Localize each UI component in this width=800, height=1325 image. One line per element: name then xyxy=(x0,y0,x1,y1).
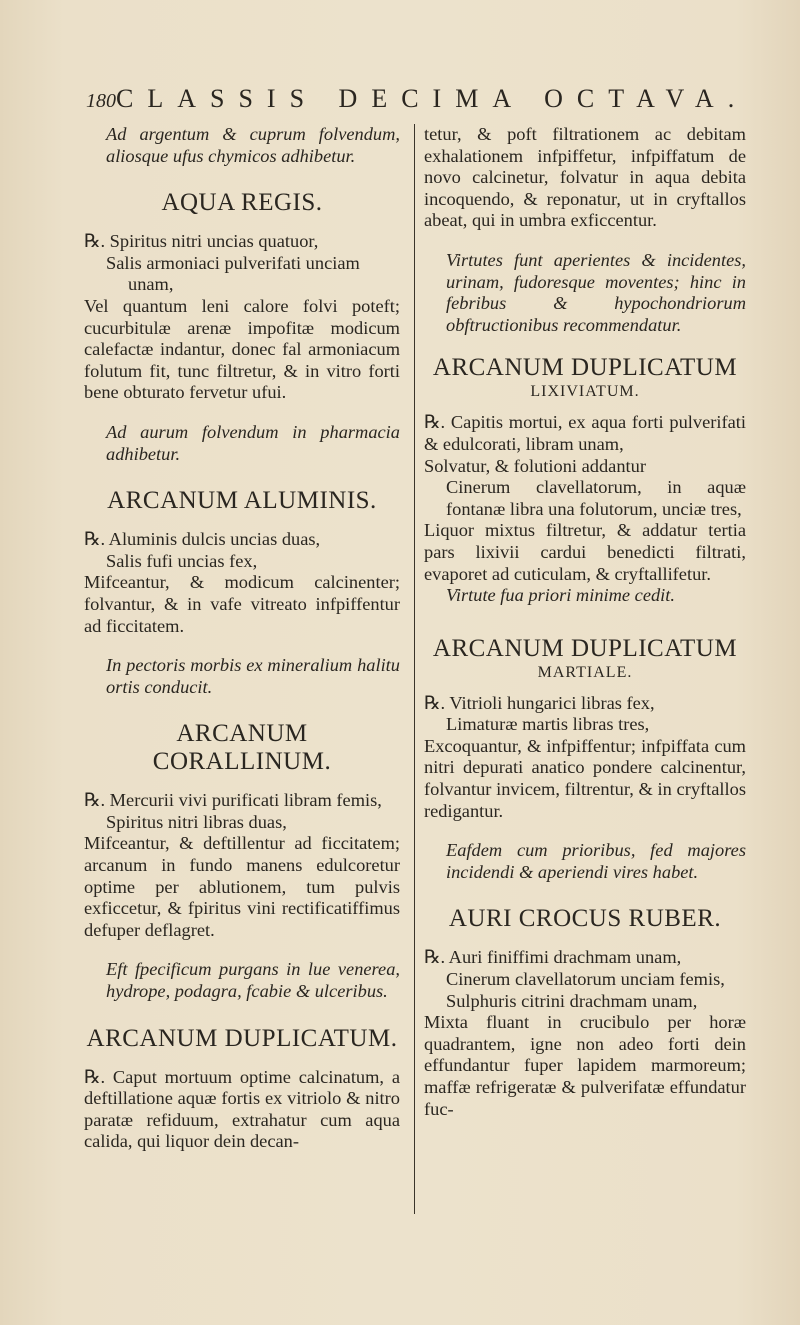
left-column xyxy=(84,124,400,1153)
heading-arcanum-duplicatum-lixiviatum: ARCANUM DUPLICATUM xyxy=(432,354,738,382)
subheading-martiale: MARTIALE. xyxy=(537,663,633,681)
recipe-line: Spiritus nitri libras duas, xyxy=(106,811,287,832)
recipe-use: In pectoris morbis ex mineralium halitu ortis conducit. xyxy=(106,655,400,697)
recipe-body: Vel quantum leni calore folvi poteft; cucurbitulæ arenæ impofitæ modicum calefactæ indantur, donec fal armoniacum folutum fit, tunc filtretur, & in vitro forti bene obturato fervetur ufui. xyxy=(84,295,400,403)
recipe-line: ℞. Auri finiffimi drachmam unam, xyxy=(424,947,682,968)
recipe-body: Excoquantur, & infpiffentur; infpiffata cum nitri depurati anatico pondere calcinentur, folvantur invicem, filtrentur, & in cryftallos redigantur. xyxy=(424,735,746,821)
heading-arcanum-duplicatum: ARCANUM DUPLICATUM. xyxy=(86,1024,398,1052)
recipe-body: Mifceantur, & deftillentur ad ficcitatem; arcanum in fundo manens edulcoretur optime per ablutionem, tum pulvis exficcetur, & fpiritus vini rectificatiffimus defuper deflagret. xyxy=(84,833,400,940)
recipe-body: ℞. Caput mortuum optime calcinatum, a deftillatione aquæ fortis ex vitriolo & nitro paratæ refiduum, extrahatur cum aqua calida, qui liquor dein decan- xyxy=(84,1066,400,1152)
recipe-line: ℞. Spiritus nitri uncias quatuor, xyxy=(84,231,319,252)
recipe-body: Mifceantur, & modicum calcinenter; folvantur, & in vafe vitreato infpiffentur ad ficcitatem. xyxy=(84,572,400,636)
recipe-body: Mixta fluant in crucibulo per horæ quadrantem, igne non adeo forti dein effundantur fuper lapidem marmoreum; maffæ refrigeratæ & pulverifatæ effundatur fuc- xyxy=(424,1012,746,1119)
heading-arcanum-duplicatum-martiale: ARCANUM DUPLICATUM xyxy=(432,634,738,662)
recipe-line: ℞. Aluminis dulcis uncias duas, xyxy=(84,529,321,550)
heading-aqua-regis: AQUA REGIS. xyxy=(161,189,323,217)
recipe-line: Sulphuris citrini drachmam unam, xyxy=(446,990,698,1011)
recipe-use: Eft fpecificum purgans in lue venerea, hydrope, podagra, fcabie & ulceribus. xyxy=(106,959,400,1002)
recipe-line: ℞. Mercurii vivi purificati libram femis, xyxy=(84,790,382,811)
continuation-text: tetur, & poft filtrationem ac debitam exhalationem infpiffetur, infpiffatum de novo calcinetur, folvatur in aqua debita incoquendo, & reponatur, ut in cryftallos abeat, qui in umbra exficcentur. xyxy=(424,124,746,231)
right-column xyxy=(424,124,746,1120)
recipe-use: Ad aurum folvendum in pharmacia adhibetur. xyxy=(106,421,400,464)
running-head: CLASSIS DECIMA OCTAVA. xyxy=(116,84,749,113)
recipe-line: ℞. Capitis mortui, ex aqua forti pulverifati & edulcorati, libram unam, xyxy=(424,412,746,454)
page-number: 180 xyxy=(86,90,116,112)
heading-auri-crocus-ruber: AURI CROCUS RUBER. xyxy=(448,905,722,933)
recipe-body: Liquor mixtus filtretur, & addatur tertia pars lixivii cardui benedicti filtrati, evaporet ad cuticulam, & cryftallifetur. xyxy=(424,520,746,584)
recipe-use: Virtute fua priori minime cedit. xyxy=(446,585,676,606)
heading-arcanum-aluminis: ARCANUM ALUMINIS. xyxy=(107,487,377,515)
heading-arcanum-corallinum: ARCANUM CORALLINUM. xyxy=(152,720,332,776)
recipe-line: Salis fufi uncias fex, xyxy=(106,550,258,571)
virtues-note: Virtutes funt aperientes & incidentes, urinam, fudoresque moventes; hinc in febribus & hypochondriorum obftructionibus recommendatur. xyxy=(446,249,746,335)
column-divider xyxy=(414,124,415,1214)
recipe-line: Salis armoniaci pulverifati unciam unam, xyxy=(106,252,360,295)
recipe-line: ℞. Vitrioli hungarici libras fex, xyxy=(424,692,655,713)
intro-note: Ad argentum & cuprum folvendum, aliosque ufus chymicos adhibetur. xyxy=(106,124,400,166)
recipe-line: Cinerum clavellatorum unciam femis, xyxy=(446,969,725,990)
recipe-line: Solvatur, & folutioni addantur xyxy=(424,455,646,476)
recipe-use: Eafdem cum prioribus, fed majores incidendi & aperiendi vires habet. xyxy=(446,840,746,882)
recipe-line: Cinerum clavellatorum, in aquæ fontanæ libra una folutorum, unciæ tres, xyxy=(446,477,746,519)
recipe-line: Limaturæ martis libras tres, xyxy=(446,714,650,735)
page-header xyxy=(86,84,749,124)
subheading-lixiviatum: LIXIVIATUM. xyxy=(530,383,640,401)
